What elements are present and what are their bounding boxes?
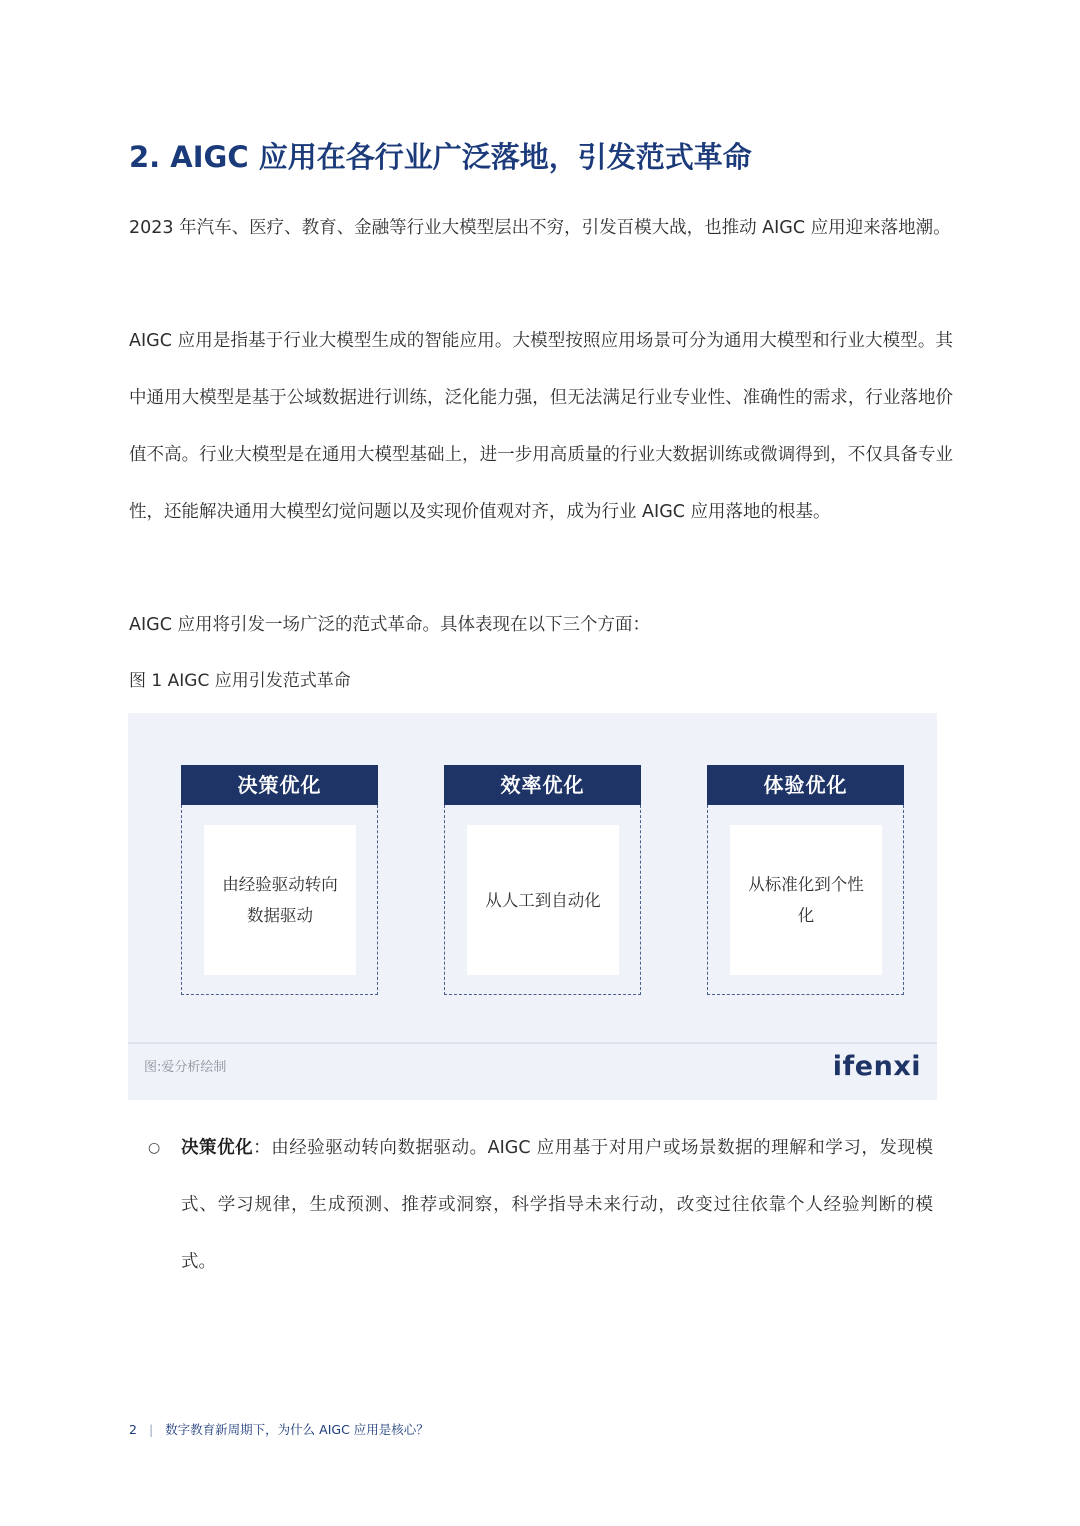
figure-panel — [128, 713, 937, 1100]
paragraph-summary: AIGC 应用将引发一场广泛的范式革命。具体表现在以下三个方面： — [129, 615, 650, 635]
figure-caption: 图 1 AIGC 应用引发范式革命 — [129, 671, 351, 691]
card-header: 决策优化 — [181, 765, 378, 805]
footer-doc-title: 数字教育新周期下，为什么 AIGC 应用是核心？ — [165, 1422, 429, 1437]
paragraph-definition: AIGC 应用是指基于行业大模型生成的智能应用。大模型按照应用场景可分为通用大模型和行业大模型。其中通用大模型是基于公域数据进行训练，泛化能力强，但无法满足行业专业性、准确性的需求，行业落地价值不高。行业大模型是在通用大模型基础上，进一步用高质量的行业大数据训练或微调得到，不仅具备专业性，还能解决通用大模型幻觉问题以及实现价值观对齐，成为行业 AIGC 应用落地的根基。 — [129, 331, 953, 522]
paragraph-intro: 2023 年汽车、医疗、教育、金融等行业大模型层出不穷，引发百模大战，也推动 AIGC 应用迎来落地潮。 — [129, 218, 951, 238]
figure-source: 图:爱分析绘制 — [144, 1060, 227, 1075]
ifenxi-logo: ifenxi — [832, 1051, 921, 1082]
card-header: 体验优化 — [707, 765, 904, 805]
figure-card-experience — [707, 765, 904, 996]
figure-divider — [128, 1042, 937, 1044]
bullet-circle-icon: ○ — [148, 1140, 161, 1156]
footer-separator: | — [148, 1422, 154, 1437]
card-header: 效率优化 — [444, 765, 641, 805]
card-body-text: 从标准化到个性化 — [748, 875, 864, 925]
bullet-separator: ： — [253, 1138, 272, 1158]
bullet-term: 决策优化 — [181, 1138, 254, 1158]
bullet-description: 由经验驱动转向数据驱动。AIGC 应用基于对用户或场景数据的理解和学习，发现模式、学习规律，生成预测、推荐或洞察，科学指导未来行动，改变过往依靠个人经验判断的模式。 — [181, 1138, 933, 1272]
figure-card-decision — [181, 765, 378, 996]
card-body-text: 从人工到自动化 — [485, 890, 601, 910]
bullet-text — [181, 1120, 933, 1291]
page-title: 2. AIGC 应用在各行业广泛落地，引发范式革命 — [129, 140, 752, 174]
card-dashed-frame — [444, 805, 641, 995]
card-body-text: 由经验驱动转向数据驱动 — [222, 875, 338, 925]
card-dashed-frame — [707, 805, 904, 995]
card-dashed-frame — [181, 805, 378, 995]
page-number: 2 — [129, 1422, 137, 1437]
card-inner-box — [204, 825, 356, 975]
card-inner-box — [730, 825, 882, 975]
page-footer — [129, 1420, 429, 1440]
figure-card-efficiency — [444, 765, 641, 996]
card-inner-box — [467, 825, 619, 975]
